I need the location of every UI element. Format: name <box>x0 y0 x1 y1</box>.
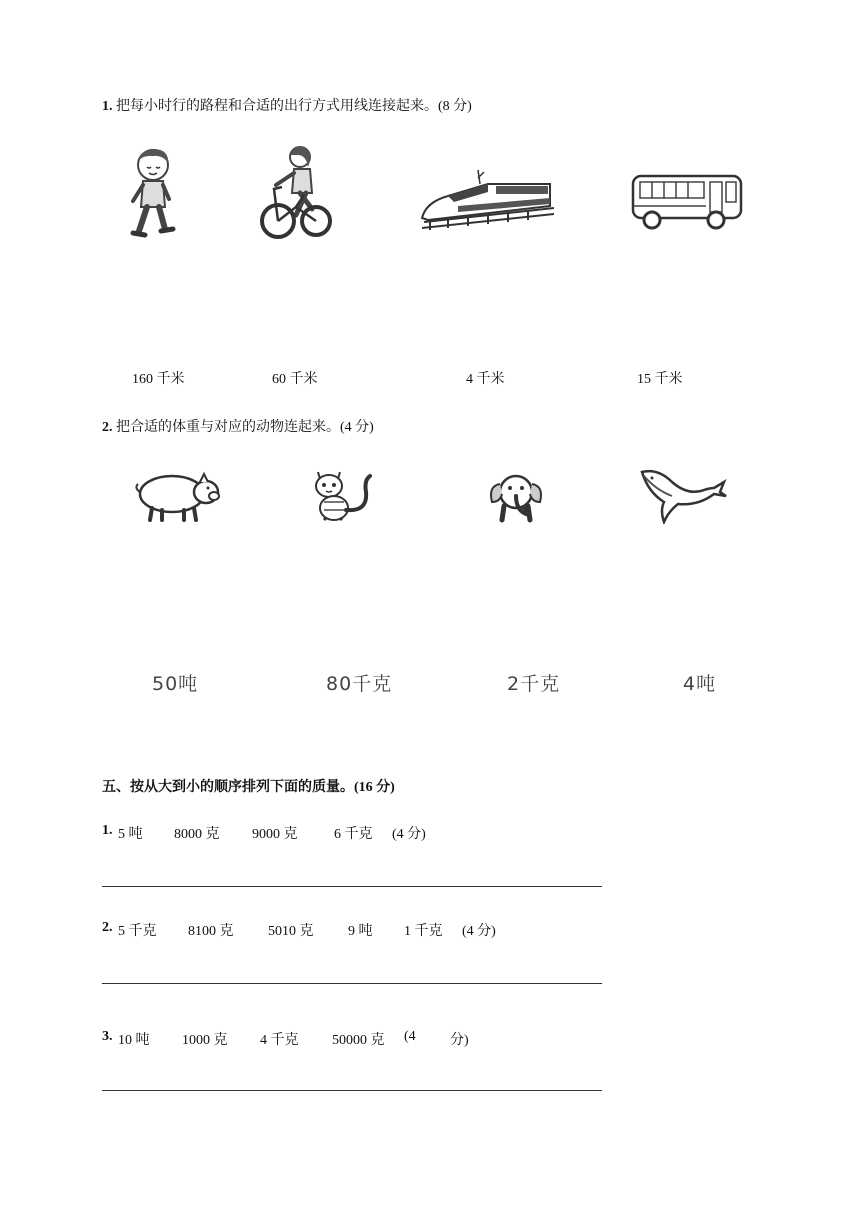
high-speed-train-icon <box>418 168 554 234</box>
answer-line-2[interactable] <box>102 983 602 984</box>
distance-label-1: 160 千米 <box>132 372 185 387</box>
item-3-value-2: 1000 克 <box>182 1033 228 1048</box>
item-1-value-2: 8000 克 <box>174 827 220 842</box>
weight-label-2: 80千克 <box>326 673 393 695</box>
item-2-value-1: 5 千克 <box>118 924 157 939</box>
item-2-value-5: 1 千克 <box>404 924 443 939</box>
item-3-value-4: 50000 克 <box>332 1033 385 1048</box>
ordering-item-1 <box>102 823 702 843</box>
item-2-value-3: 5010 克 <box>268 924 314 939</box>
girl-on-bicycle-icon <box>260 145 332 245</box>
answer-line-1[interactable] <box>102 886 602 887</box>
item-3-score-open: (4 <box>404 1029 416 1044</box>
question-2-text: 把合适的体重与对应的动物连起来。(4 分) <box>116 420 374 435</box>
walking-boy-icon <box>125 145 185 245</box>
item-2-value-2: 8100 克 <box>188 924 234 939</box>
bus-icon <box>630 172 746 232</box>
answer-line-3[interactable] <box>102 1090 602 1091</box>
ordering-item-3 <box>102 1029 702 1049</box>
question-1-text: 把每小时行的路程和合适的出行方式用线连接起来。(8 分) <box>116 99 472 114</box>
distance-label-2: 60 千米 <box>272 372 318 387</box>
distance-label-4: 15 千米 <box>637 372 683 387</box>
item-3-value-3: 4 千克 <box>260 1033 299 1048</box>
weight-label-1: 50吨 <box>152 673 199 695</box>
cat-icon <box>310 466 376 524</box>
item-2-value-4: 9 吨 <box>348 924 373 939</box>
question-2-number: 2. <box>102 420 113 435</box>
question-1-number: 1. <box>102 99 113 114</box>
section-5-title: 五、按从大到小的顺序排列下面的质量。(16 分) <box>102 780 395 795</box>
item-3-score-close: 分) <box>450 1033 469 1048</box>
item-1-value-3: 9000 克 <box>252 827 298 842</box>
item-1-value-4: 6 千克 <box>334 827 373 842</box>
weight-label-3: 2千克 <box>507 673 561 695</box>
elephant-icon <box>486 462 546 524</box>
question-1 <box>102 95 472 115</box>
distance-label-3: 4 千米 <box>466 372 505 387</box>
item-3-number: 3. <box>102 1029 113 1044</box>
item-2-number: 2. <box>102 920 113 935</box>
weight-label-4: 4吨 <box>683 673 717 695</box>
pig-icon <box>134 470 220 522</box>
item-1-number: 1. <box>102 823 113 838</box>
item-3-value-1: 10 吨 <box>118 1033 150 1048</box>
question-2 <box>102 416 374 436</box>
ordering-item-2 <box>102 920 702 940</box>
item-2-score: (4 分) <box>462 924 496 939</box>
whale-icon <box>638 466 728 524</box>
item-1-value-1: 5 吨 <box>118 827 143 842</box>
item-1-score: (4 分) <box>392 827 426 842</box>
